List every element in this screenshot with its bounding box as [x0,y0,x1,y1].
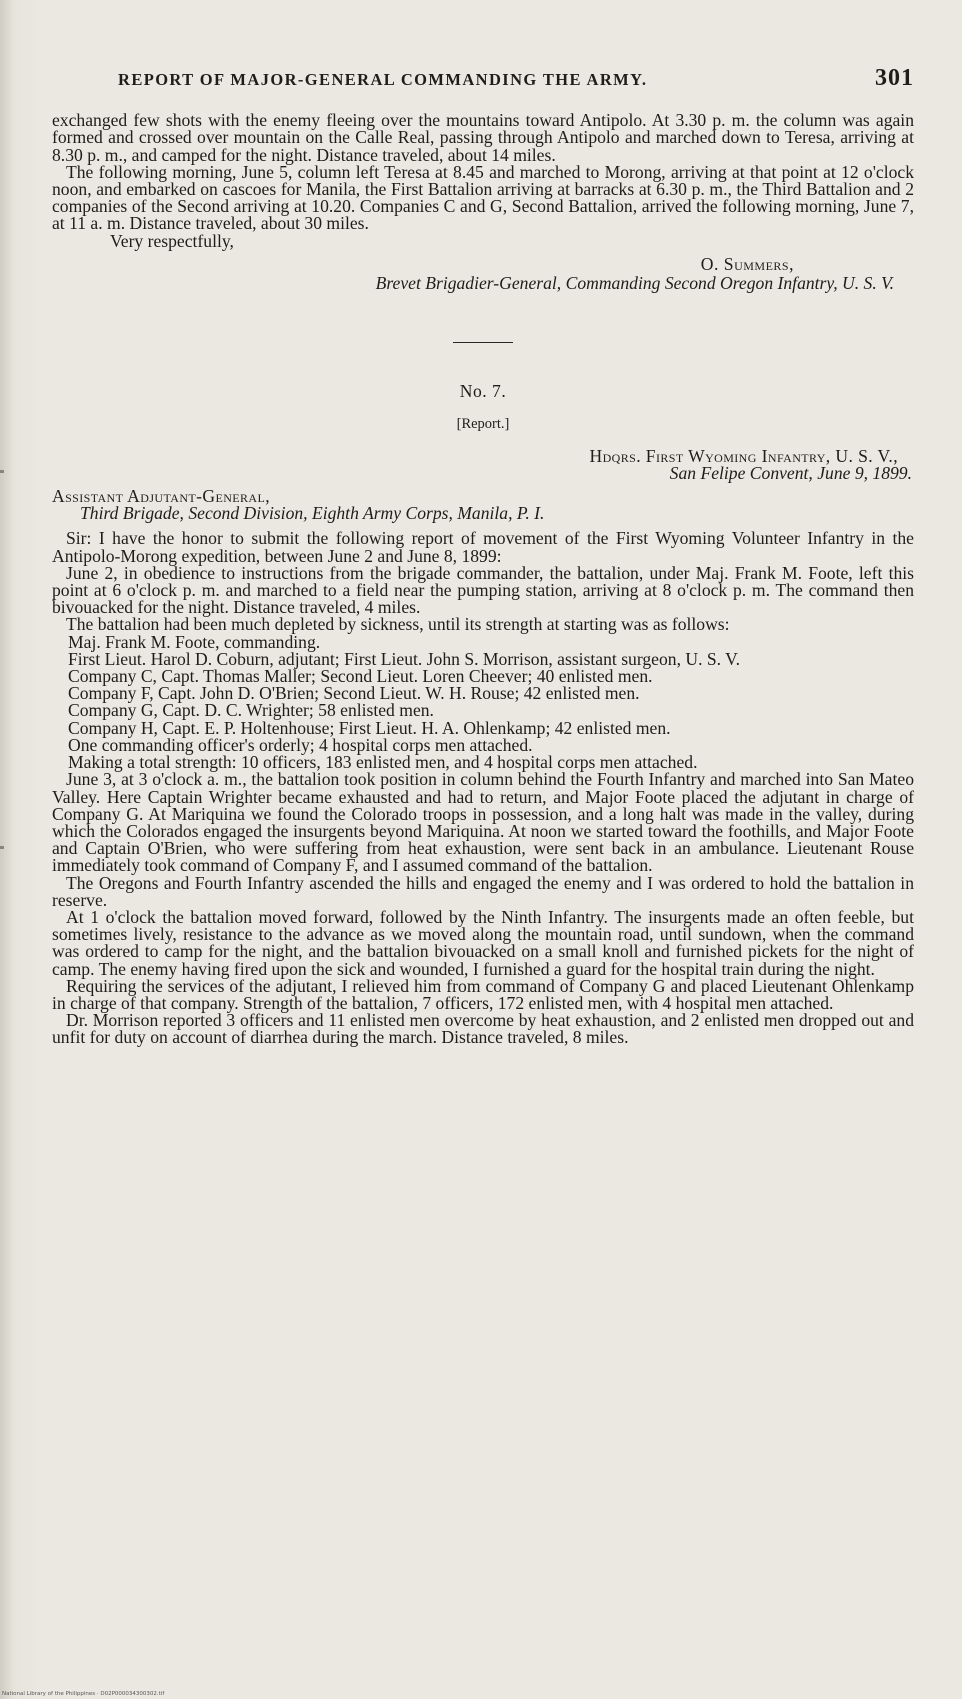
paragraph: The Oregons and Fourth Infantry ascended the hills and engaged the enemy and I was ordered to hold the battalion in reserve. [52,872,914,910]
addressee: Assistant Adjutant-General, [52,486,271,507]
running-head: REPORT OF MAJOR-GENERAL COMMANDING THE ARMY. [118,70,648,89]
margin-mark [0,470,4,473]
roster-item: Company G, Capt. D. C. Wrighter; 58 enlisted men. [68,700,434,721]
roster-item: Making a total strength: 10 officers, 183 enlisted men, and 4 hospital corps men attached. [68,752,698,773]
addressee-detail: Third Brigade, Second Division, Eighth Army Corps, Manila, P. I. [80,503,545,524]
roster-item: Company C, Capt. Thomas Maller; Second Lieut. Loren Cheever; 40 enlisted men. [68,666,653,687]
place-date-line: San Felipe Convent, June 9, 1899. [669,462,912,483]
paragraph: The battalion had been much depleted by sickness, until its strength at starting was as follows: [66,614,730,635]
page-number: 301 [875,65,914,91]
paragraph: Requiring the services of the adjutant, I relieved him from command of Company G and placed Lieutenant Ohlenkamp in charge of that company. Strength of the battalion, 7 officers, 172 enlisted men, with 4 hospital men attached. [52,975,914,1013]
closing: Very respectfully, [110,230,234,251]
roster-item: Company H, Capt. E. P. Holtenhouse; First Lieut. H. A. Ohlenkamp; 42 enlisted men. [68,717,671,738]
page-header [118,65,914,91]
signature-name: O. Summers, [700,253,794,274]
paragraph: Dr. Morrison reported 3 officers and 11 enlisted men overcome by heat exhaustion, and 2 enlisted men dropped out and unfit for duty on account of diarrhea during the march. Distance traveled, 8 miles. [52,1010,914,1048]
paragraph: June 3, at 3 o'clock a. m., the battalion took position in column behind the Fourth Infantry and marched into San Mateo Valley. Here Captain Wrighter became exhausted and had to return, and Major Foote placed the adjutant in charge of Company G. At Mariquina we found the Colorado troops in possession, and a long halt was made in the valley, during which the Colorados engaged the insurgents beyond Mariquina. At noon we started toward the foothills, and Major Foote and Captain O'Brien, who were suffering from heat exhaustion, were sent back in an ambulance. Lieutenant Rouse immediately took command of Company F, and I assumed command of the battalion. [52,769,914,876]
roster-item: Company F, Capt. John D. O'Brien; Second Lieut. W. H. Rouse; 42 enlisted men. [68,683,640,704]
headquarters-line: Hdqrs. First Wyoming Infantry, U. S. V., [589,445,898,466]
scan-footer-note: National Library of the Philippines · D02P000034300302.tif [2,1691,165,1697]
report-number: No. 7. [459,381,507,402]
section-divider [453,342,513,343]
roster-item: First Lieut. Harol D. Coburn, adjutant; First Lieut. John S. Morrison, assistant surgeon, U. S. V. [68,648,740,669]
salutation-paragraph: Sir: I have the honor to submit the following report of movement of the First Wyoming Volunteer Infantry in the Antipolo-Morong expedition, between June 2 and June 8, 1899: [52,528,914,566]
signature-title: Brevet Brigadier-General, Commanding Second Oregon Infantry, U. S. V. [375,273,894,294]
roster-item: Maj. Frank M. Foote, commanding. [68,631,321,652]
page-content [52,65,914,1048]
paragraph: At 1 o'clock the battalion moved forward, followed by the Ninth Infantry. The insurgents made an often feeble, but sometimes lively, resistance to the advance as we moved along the mountain road, until sundown, when the command was ordered to camp for the night, and the battalion bivouacked on a small knoll and furnished pickets for the night of camp. The enemy having fired upon the sick and wounded, I furnished a guard for the hospital train during the night. [52,906,914,979]
paragraph: June 2, in obedience to instructions from the brigade commander, the battalion, under Maj. Frank M. Foote, left this point at 6 o'clock p. m. and marched to a field near the pumping station, arriving at 8 o'clock p. m. The command then bivouacked for the night. Distance traveled, 4 miles. [52,562,914,618]
report-tag: [Report.] [456,416,510,433]
roster-item: One commanding officer's orderly; 4 hospital corps men attached. [68,734,533,755]
roster-list [52,631,914,773]
continued-paragraph: exchanged few shots with the enemy fleeing over the mountains toward Antipolo. At 3.30 p. m. the column was again formed and crossed over mountain on the Calle Real, passing through Antipolo and marched down to Teresa, arriving at 8.30 p. m., and camped for the night. Distance traveled, about 14 miles. [52,110,914,165]
margin-mark [0,846,4,849]
paragraph: The following morning, June 5, column left Teresa at 8.45 and marched to Morong, arriving at that point at 12 o'clock noon, and embarked on cascoes for Manila, the First Battalion arriving at barracks at 6.30 p. m., the Third Battalion and 2 companies of the Second arriving at 10.20. Companies C and G, Second Battalion, arrived the following morning, June 7, at 11 a. m. Distance traveled, about 30 miles. [52,161,914,234]
